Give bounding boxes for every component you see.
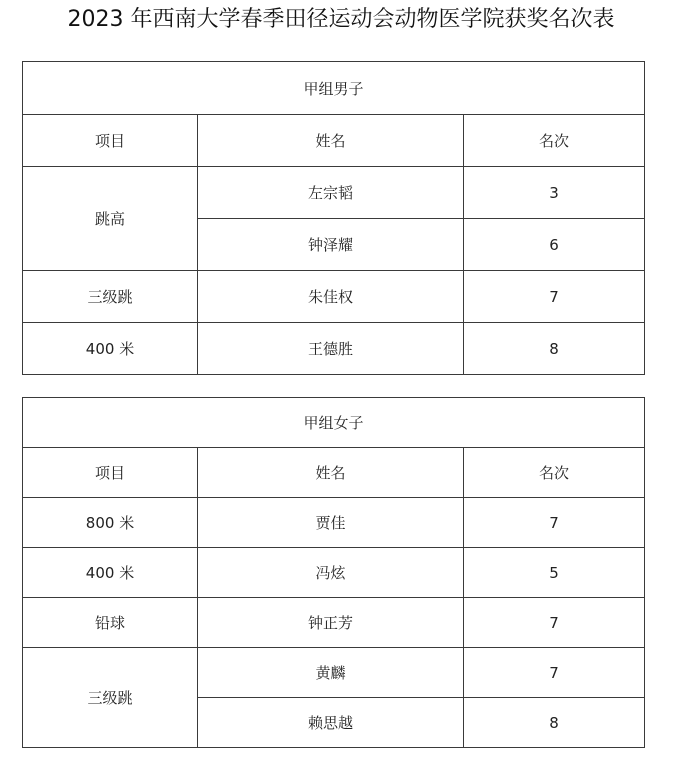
rank-cell: 5 (464, 548, 645, 598)
rank-cell: 7 (464, 598, 645, 648)
rank-cell: 6 (464, 219, 645, 271)
document-title: 2023 年西南大学春季田径运动会动物医学院获奖名次表 (67, 7, 615, 32)
event-cell: 三级跳 (23, 271, 198, 323)
column-header-event: 项目 (23, 115, 198, 167)
event-cell: 铅球 (23, 598, 198, 648)
name-cell: 贾佳 (198, 498, 464, 548)
name-cell: 钟泽耀 (198, 219, 464, 271)
table-row (23, 271, 645, 323)
group-caption: 甲组女子 (23, 398, 645, 448)
name-cell: 黄麟 (198, 648, 464, 698)
rank-cell: 8 (464, 698, 645, 748)
group-caption: 甲组男子 (23, 62, 645, 115)
event-cell: 跳高 (23, 167, 198, 271)
event-cell: 400 米 (23, 548, 198, 598)
event-cell: 400 米 (23, 323, 198, 375)
rank-cell: 8 (464, 323, 645, 375)
event-cell: 800 米 (23, 498, 198, 548)
column-header-rank: 名次 (464, 115, 645, 167)
column-header-name: 姓名 (198, 115, 464, 167)
name-cell: 赖思越 (198, 698, 464, 748)
rank-cell: 7 (464, 498, 645, 548)
header-row (23, 115, 645, 167)
table-row (23, 598, 645, 648)
women-group-results-table (22, 397, 645, 748)
column-header-rank: 名次 (464, 448, 645, 498)
column-header-event: 项目 (23, 448, 198, 498)
table-row (23, 548, 645, 598)
name-cell: 朱佳权 (198, 271, 464, 323)
event-cell: 三级跳 (23, 648, 198, 748)
name-cell: 左宗韬 (198, 167, 464, 219)
rank-cell: 7 (464, 648, 645, 698)
men-group-results-table (22, 61, 645, 375)
name-cell: 钟正芳 (198, 598, 464, 648)
table-caption-row (23, 62, 645, 115)
table-row (23, 167, 645, 219)
name-cell: 王德胜 (198, 323, 464, 375)
rank-cell: 7 (464, 271, 645, 323)
column-header-name: 姓名 (198, 448, 464, 498)
name-cell: 冯炫 (198, 548, 464, 598)
table-row (23, 323, 645, 375)
header-row (23, 448, 645, 498)
table-row (23, 498, 645, 548)
table-caption-row (23, 398, 645, 448)
rank-cell: 3 (464, 167, 645, 219)
table-row (23, 648, 645, 698)
